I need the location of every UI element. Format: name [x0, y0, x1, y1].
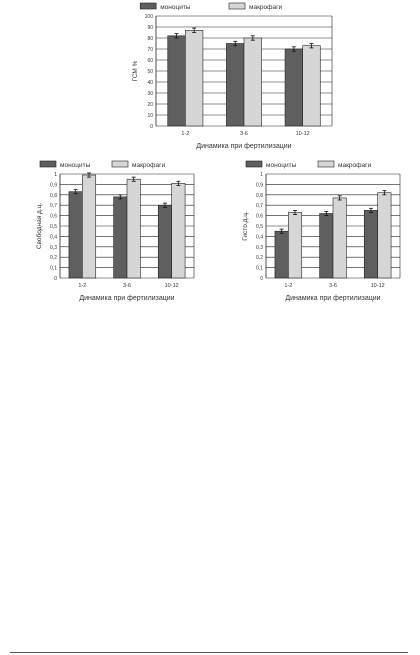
- bar-macrophages: [378, 193, 391, 278]
- bar-monocytes: [69, 192, 82, 278]
- y-tick-label: 60: [147, 58, 153, 64]
- y-axis-label: ГСМ %: [132, 60, 139, 82]
- legend: [40, 161, 165, 169]
- legend-swatch-1: [318, 161, 334, 167]
- y-tick-label: 0,9: [50, 182, 57, 189]
- legend-label-1: макрофаги: [132, 162, 166, 169]
- y-tick-label: 0,7: [50, 203, 57, 210]
- y-tick-label: 0,3: [50, 244, 57, 251]
- bar-macrophages: [303, 46, 321, 126]
- y-tick-label: 0,6: [50, 213, 57, 220]
- chart-svg: [118, 0, 340, 152]
- y-tick-label: 90: [147, 25, 153, 31]
- legend-swatch-0: [140, 3, 156, 9]
- x-tick-label: 3-6: [123, 283, 131, 289]
- page-divider: [10, 652, 408, 653]
- legend-swatch-0: [40, 161, 56, 167]
- y-tick-label: 0,2: [50, 255, 57, 262]
- legend-label-0: моноциты: [60, 162, 91, 169]
- y-tick-label: 0,8: [256, 192, 263, 199]
- bar-macrophages: [82, 175, 95, 278]
- y-tick-label: 30: [147, 91, 153, 97]
- y-tick-label: 50: [147, 69, 153, 75]
- legend-label-0: моноциты: [160, 4, 191, 11]
- bar-macrophages: [172, 183, 185, 278]
- bar-monocytes: [226, 44, 244, 127]
- bar-monocytes: [114, 197, 127, 278]
- x-tick-label: 10-12: [295, 131, 310, 137]
- x-tick-label: 3-6: [329, 283, 337, 289]
- bar-monocytes: [158, 205, 171, 278]
- bar-monocytes: [364, 210, 377, 278]
- y-tick-label: 70: [147, 47, 153, 53]
- chart-gsm-percent: [118, 0, 340, 152]
- bar-macrophages: [244, 38, 262, 126]
- y-tick-label: 0,2: [256, 255, 263, 262]
- y-tick-label: 0,1: [256, 265, 263, 272]
- y-tick-label: 0,8: [50, 192, 57, 199]
- chart-free-dc: [22, 158, 202, 304]
- x-axis-label: Динамика при фертилизации: [79, 295, 175, 302]
- y-tick-label: 1: [54, 172, 57, 178]
- y-tick-label: 0,6: [256, 213, 263, 220]
- legend: [246, 161, 371, 169]
- bar-monocytes: [168, 36, 186, 126]
- legend: [140, 3, 282, 11]
- chart-svg: [228, 158, 408, 304]
- y-axis-label: Гисто.д.ц.: [242, 211, 249, 241]
- x-axis-label: Динамика при фертилизации: [285, 295, 381, 302]
- x-tick-label: 10-12: [370, 283, 385, 289]
- y-tick-label: 40: [147, 80, 153, 86]
- bar-monocytes: [320, 214, 333, 278]
- x-tick-label: 1-2: [284, 283, 293, 289]
- y-tick-label: 0: [150, 124, 153, 130]
- x-tick-label: 3-6: [240, 131, 248, 137]
- legend-swatch-1: [112, 161, 128, 167]
- chart-histo-dc: [228, 158, 408, 304]
- y-tick-label: 0,7: [256, 203, 263, 210]
- legend-swatch-0: [246, 161, 262, 167]
- y-tick-label: 0: [54, 276, 57, 282]
- legend-label-0: моноциты: [266, 162, 297, 169]
- y-tick-label: 0,5: [256, 224, 263, 230]
- y-tick-label: 0,4: [50, 234, 57, 241]
- y-tick-label: 0,1: [50, 265, 57, 272]
- bar-macrophages: [185, 30, 203, 126]
- legend-swatch-1: [229, 3, 245, 9]
- y-axis-label: Свободная д.ц.: [36, 202, 43, 250]
- bar-macrophages: [288, 212, 301, 278]
- y-tick-label: 1: [260, 172, 263, 178]
- y-tick-label: 80: [147, 36, 153, 42]
- y-tick-label: 0,9: [256, 182, 263, 189]
- y-tick-label: 20: [147, 102, 153, 108]
- y-tick-label: 100: [144, 14, 153, 20]
- x-tick-label: 10-12: [164, 283, 179, 289]
- bar-macrophages: [127, 179, 140, 278]
- x-tick-label: 1-2: [78, 283, 87, 289]
- bar-macrophages: [333, 198, 346, 278]
- bar-monocytes: [285, 49, 303, 126]
- legend-label-1: макрофаги: [249, 4, 283, 11]
- y-tick-label: 10: [147, 113, 153, 119]
- y-tick-label: 0: [260, 276, 263, 282]
- bar-monocytes: [275, 231, 288, 278]
- y-tick-label: 0,5: [50, 224, 57, 230]
- y-tick-label: 0,4: [256, 234, 263, 241]
- legend-label-1: макрофаги: [338, 162, 372, 169]
- x-tick-label: 1-2: [181, 131, 190, 137]
- chart-svg: [22, 158, 202, 304]
- x-axis-label: Динамика при фертилизации: [196, 143, 292, 150]
- y-tick-label: 0,3: [256, 244, 263, 251]
